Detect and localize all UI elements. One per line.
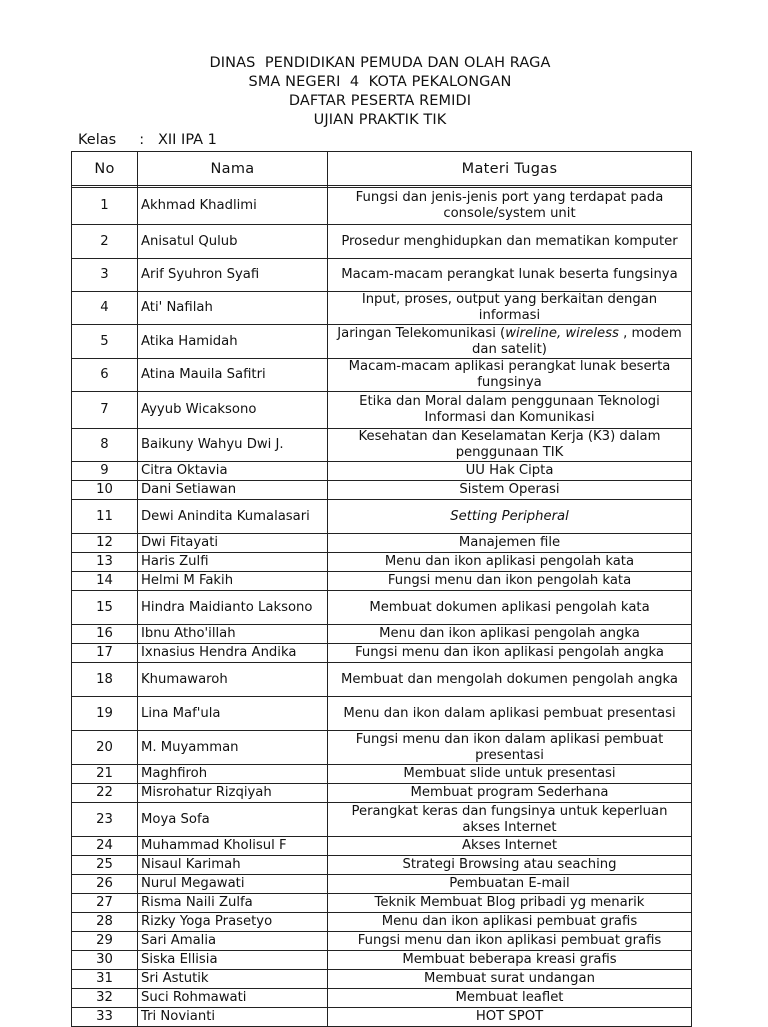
task-material: Membuat surat undangan xyxy=(328,970,692,989)
student-name: Ati' Nafilah xyxy=(138,292,328,325)
task-material: Menu dan ikon dalam aplikasi pembuat presentasi xyxy=(328,697,692,731)
task-material: Fungsi menu dan ikon pengolah kata xyxy=(328,572,692,591)
student-name: Atika Hamidah xyxy=(138,325,328,359)
row-number: 22 xyxy=(72,784,138,803)
table-row xyxy=(72,572,692,591)
row-number: 31 xyxy=(72,970,138,989)
table-row xyxy=(72,553,692,572)
task-material: UU Hak Cipta xyxy=(328,462,692,481)
table-row xyxy=(72,989,692,1008)
row-number: 17 xyxy=(72,644,138,663)
student-name: Tri Novianti xyxy=(138,1008,328,1027)
student-name: Haris Zulfi xyxy=(138,553,328,572)
task-material: Input, proses, output yang berkaitan dengan informasi xyxy=(328,292,692,325)
row-number: 13 xyxy=(72,553,138,572)
task-material: Setting Peripheral xyxy=(328,500,692,534)
participants-table xyxy=(71,151,692,1027)
class-info xyxy=(78,132,217,148)
table-row xyxy=(72,644,692,663)
row-number: 24 xyxy=(72,837,138,856)
row-number: 32 xyxy=(72,989,138,1008)
table-row xyxy=(72,481,692,500)
row-number: 2 xyxy=(72,225,138,259)
row-number: 25 xyxy=(72,856,138,875)
table-row xyxy=(72,663,692,697)
table-row xyxy=(72,765,692,784)
row-number: 10 xyxy=(72,481,138,500)
row-number: 16 xyxy=(72,625,138,644)
table-row xyxy=(72,951,692,970)
task-material: Fungsi menu dan ikon dalam aplikasi pembuat presentasi xyxy=(328,731,692,765)
table-row xyxy=(72,188,692,225)
row-number: 23 xyxy=(72,803,138,837)
task-material: Sistem Operasi xyxy=(328,481,692,500)
table-row xyxy=(72,625,692,644)
table-row xyxy=(72,534,692,553)
row-number: 11 xyxy=(72,500,138,534)
row-number: 29 xyxy=(72,932,138,951)
row-number: 33 xyxy=(72,1008,138,1027)
row-number: 26 xyxy=(72,875,138,894)
task-material: Membuat slide untuk presentasi xyxy=(328,765,692,784)
task-material: Membuat beberapa kreasi grafis xyxy=(328,951,692,970)
student-name: Nurul Megawati xyxy=(138,875,328,894)
row-number: 14 xyxy=(72,572,138,591)
row-number: 3 xyxy=(72,259,138,292)
table-row xyxy=(72,392,692,429)
task-material: Membuat dan mengolah dokumen pengolah angka xyxy=(328,663,692,697)
table-row xyxy=(72,591,692,625)
table-row xyxy=(72,837,692,856)
task-material: Menu dan ikon aplikasi pembuat grafis xyxy=(328,913,692,932)
table-row xyxy=(72,292,692,325)
student-name: Citra Oktavia xyxy=(138,462,328,481)
table-row xyxy=(72,429,692,462)
row-number: 12 xyxy=(72,534,138,553)
table-row xyxy=(72,856,692,875)
table-row xyxy=(72,225,692,259)
student-name: Khumawaroh xyxy=(138,663,328,697)
task-material: Strategi Browsing atau seaching xyxy=(328,856,692,875)
header-institution: DINAS PENDIDIKAN PEMUDA DAN OLAH RAGA xyxy=(209,55,551,71)
task-material: Membuat leaflet xyxy=(328,989,692,1008)
task-material: Membuat program Sederhana xyxy=(328,784,692,803)
row-number: 30 xyxy=(72,951,138,970)
row-number: 28 xyxy=(72,913,138,932)
student-name: Ayyub Wicaksono xyxy=(138,392,328,429)
class-separator: : xyxy=(139,132,145,148)
task-material: Pembuatan E-mail xyxy=(328,875,692,894)
table-row xyxy=(72,875,692,894)
header-exam-title: UJIAN PRAKTIK TIK xyxy=(313,112,447,128)
student-name: Risma Naili Zulfa xyxy=(138,894,328,913)
student-name: Atina Mauila Safitri xyxy=(138,359,328,392)
student-name: Hindra Maidianto Laksono xyxy=(138,591,328,625)
task-material: Etika dan Moral dalam penggunaan Teknologi Informasi dan Komunikasi xyxy=(328,392,692,429)
row-number: 4 xyxy=(72,292,138,325)
row-number: 8 xyxy=(72,429,138,462)
row-number: 19 xyxy=(72,697,138,731)
student-name: Lina Maf'ula xyxy=(138,697,328,731)
table-row xyxy=(72,325,692,359)
table-header-row xyxy=(72,152,692,186)
column-header-nama: Nama xyxy=(138,152,328,186)
row-number: 21 xyxy=(72,765,138,784)
student-name: M. Muyamman xyxy=(138,731,328,765)
table-row xyxy=(72,697,692,731)
table-row xyxy=(72,462,692,481)
task-material: Jaringan Telekomunikasi (wireline, wireless , modem dan satelit) xyxy=(328,325,692,359)
task-material: HOT SPOT xyxy=(328,1008,692,1027)
student-name: Rizky Yoga Prasetyo xyxy=(138,913,328,932)
class-value: XII IPA 1 xyxy=(157,132,217,148)
table-row xyxy=(72,359,692,392)
table-row xyxy=(72,970,692,989)
student-name: Ixnasius Hendra Andika xyxy=(138,644,328,663)
task-material: Membuat dokumen aplikasi pengolah kata xyxy=(328,591,692,625)
student-name: Dwi Fitayati xyxy=(138,534,328,553)
table-row xyxy=(72,803,692,837)
row-number: 20 xyxy=(72,731,138,765)
student-name: Suci Rohmawati xyxy=(138,989,328,1008)
task-material: Perangkat keras dan fungsinya untuk keperluan akses Internet xyxy=(328,803,692,837)
row-number: 9 xyxy=(72,462,138,481)
task-material: Prosedur menghidupkan dan mematikan komputer xyxy=(328,225,692,259)
student-name: Misrohatur Rizqiyah xyxy=(138,784,328,803)
task-material: Teknik Membuat Blog pribadi yg menarik xyxy=(328,894,692,913)
task-material: Kesehatan dan Keselamatan Kerja (K3) dalam penggunaan TIK xyxy=(328,429,692,462)
student-name: Arif Syuhron Syafi xyxy=(138,259,328,292)
student-name: Nisaul Karimah xyxy=(138,856,328,875)
header-school: SMA NEGERI 4 KOTA PEKALONGAN xyxy=(248,74,512,90)
column-header-no: No xyxy=(72,152,138,186)
task-material: Macam-macam perangkat lunak beserta fungsinya xyxy=(328,259,692,292)
row-number: 1 xyxy=(72,188,138,225)
table-row xyxy=(72,913,692,932)
student-name: Sri Astutik xyxy=(138,970,328,989)
table-row xyxy=(72,932,692,951)
table-row xyxy=(72,500,692,534)
table-row xyxy=(72,731,692,765)
italic-terms: wireline, wireless xyxy=(505,325,619,341)
student-name: Muhammad Kholisul F xyxy=(138,837,328,856)
task-material: Manajemen file xyxy=(328,534,692,553)
class-label: Kelas xyxy=(78,132,117,148)
student-name: Akhmad Khadlimi xyxy=(138,188,328,225)
task-material: Fungsi menu dan ikon aplikasi pengolah angka xyxy=(328,644,692,663)
row-number: 18 xyxy=(72,663,138,697)
table-row xyxy=(72,784,692,803)
row-number: 15 xyxy=(72,591,138,625)
student-name: Moya Sofa xyxy=(138,803,328,837)
header-list-title: DAFTAR PESERTA REMIDI xyxy=(288,93,472,109)
student-name: Baikuny Wahyu Dwi J. xyxy=(138,429,328,462)
student-name: Dani Setiawan xyxy=(138,481,328,500)
row-number: 27 xyxy=(72,894,138,913)
student-name: Dewi Anindita Kumalasari xyxy=(138,500,328,534)
task-material: Menu dan ikon aplikasi pengolah angka xyxy=(328,625,692,644)
table-row xyxy=(72,259,692,292)
task-material: Menu dan ikon aplikasi pengolah kata xyxy=(328,553,692,572)
column-header-materi: Materi Tugas xyxy=(328,152,692,186)
student-name: Siska Ellisia xyxy=(138,951,328,970)
task-material: Akses Internet xyxy=(328,837,692,856)
student-name: Sari Amalia xyxy=(138,932,328,951)
task-material: Fungsi dan jenis-jenis port yang terdapat pada console/system unit xyxy=(328,188,692,225)
task-material: Macam-macam aplikasi perangkat lunak beserta fungsinya xyxy=(328,359,692,392)
table-row xyxy=(72,894,692,913)
student-name: Ibnu Atho'illah xyxy=(138,625,328,644)
student-name: Anisatul Qulub xyxy=(138,225,328,259)
student-name: Maghfiroh xyxy=(138,765,328,784)
document-header xyxy=(0,54,760,130)
task-material: Fungsi menu dan ikon aplikasi pembuat grafis xyxy=(328,932,692,951)
row-number: 6 xyxy=(72,359,138,392)
row-number: 7 xyxy=(72,392,138,429)
row-number: 5 xyxy=(72,325,138,359)
student-name: Helmi M Fakih xyxy=(138,572,328,591)
